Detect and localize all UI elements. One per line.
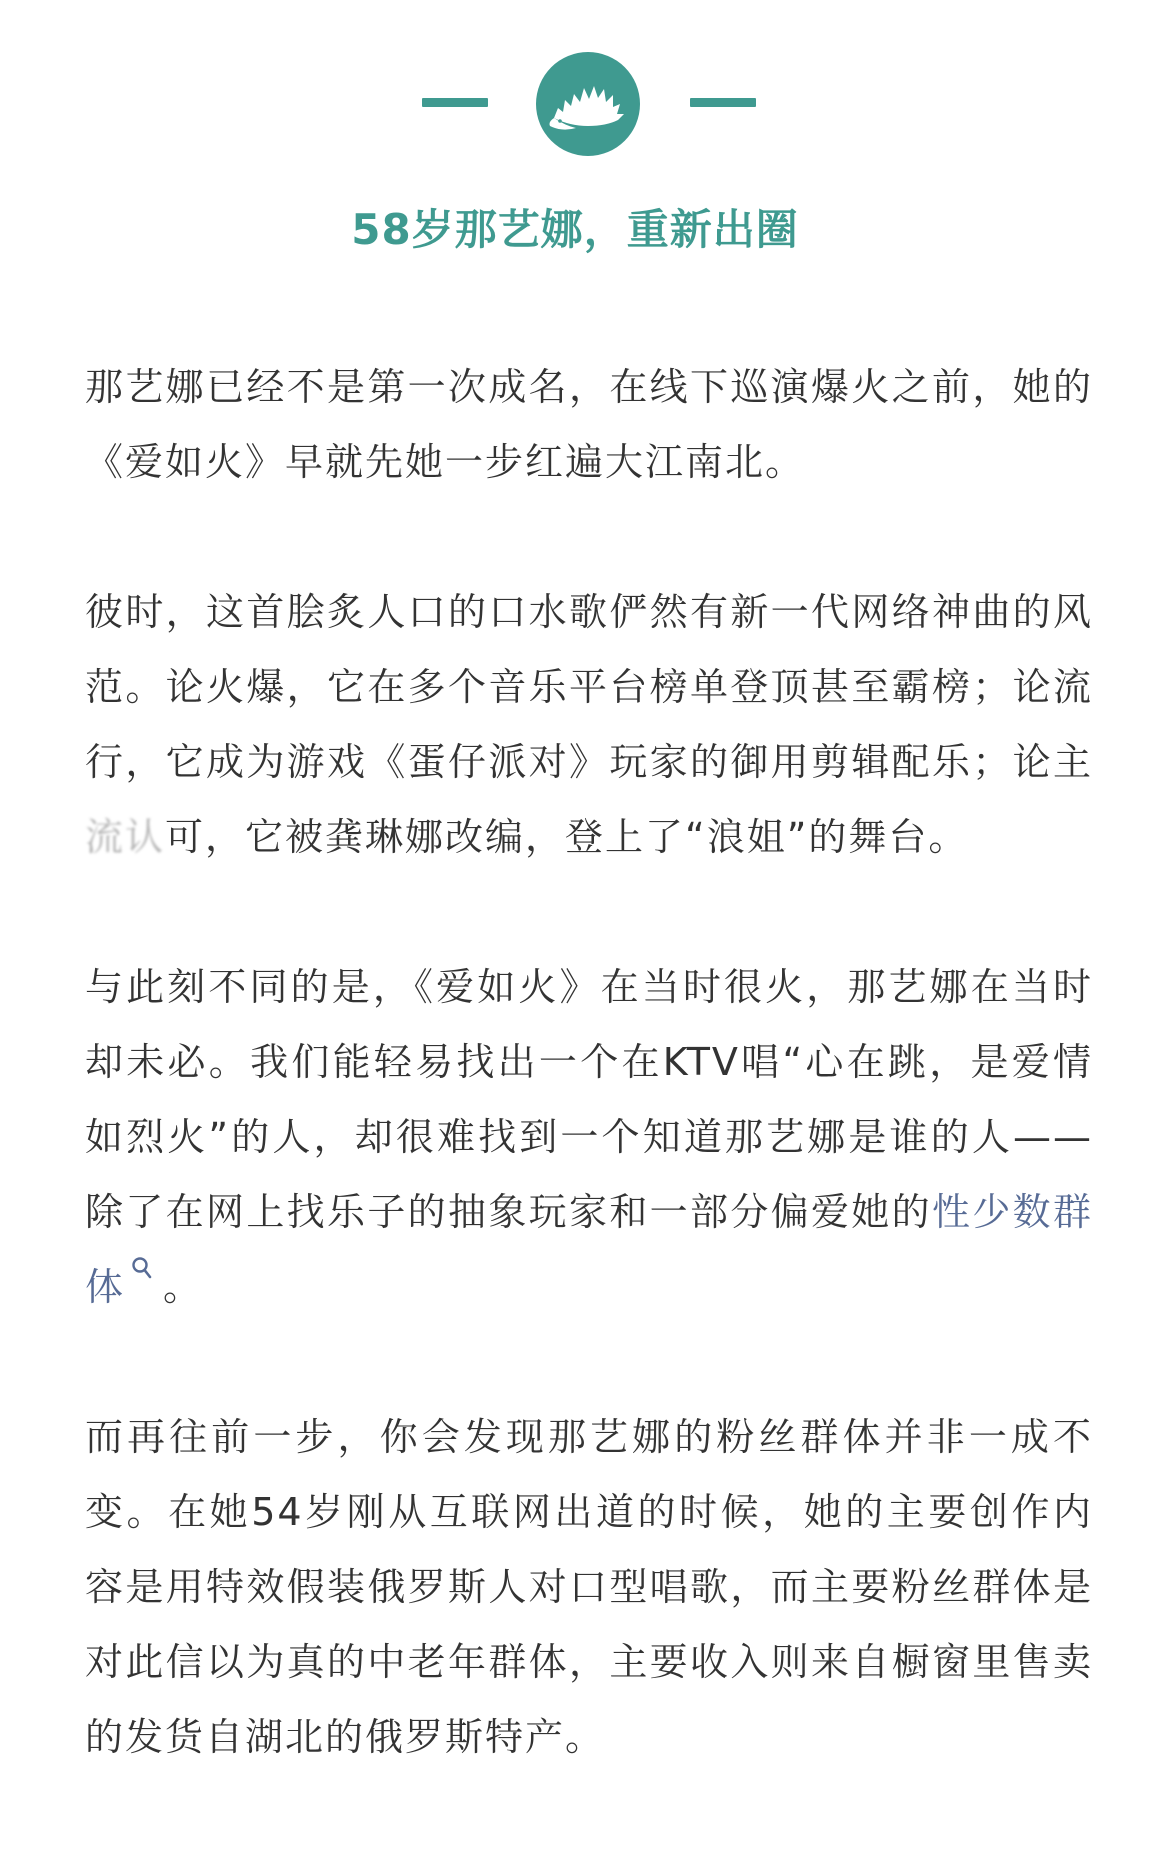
- hedgehog-icon: [536, 52, 640, 156]
- left-divider: [422, 98, 488, 107]
- paragraph-3-text-a: 与此刻不同的是，《爱如火》在当时很火，那艺娜在当时却未必。我们能轻易找出一个在KTV唱“心在跳，是爱情如烈火”的人，却很难找到一个知道那艺娜是谁的人——除了在网上找乐子的抽象玩家和一部分偏爱她的: [85, 965, 1093, 1234]
- section-title: 58岁那艺娜，重新出圈: [351, 205, 799, 254]
- paragraph-2-text-a: 彼时，这首脍炙人口的口水歌俨然有新一代网络神曲的风范。论火爆，它在多个音乐平台榜单登顶甚至霸榜；论流行，它成为游戏《蛋仔派对》玩家的御用剪辑配乐；论主: [85, 590, 1093, 784]
- paragraph-4: 而再往前一步，你会发现那艺娜的粉丝群体并非一成不变。在她54岁刚从互联网出道的时候，她的主要创作内容是用特效假装俄罗斯人对口型唱歌，而主要粉丝群体是对此信以为真的中老年群体，主要收入则来自橱窗里售卖的发货自湖北的俄罗斯特产。: [85, 1415, 1093, 1759]
- blurred-text: 流认: [85, 815, 166, 859]
- paragraph-2-text-b: 可，它被龚琳娜改编，登上了“浪姐”的舞台。: [165, 815, 969, 859]
- article-body: [85, 350, 1093, 1775]
- topic-search-link-label: 性少数群体: [85, 1190, 1093, 1309]
- paragraph-3: [85, 950, 1093, 1325]
- paragraph-2: [85, 575, 1093, 875]
- paragraph-3-text-b: 。: [163, 1265, 204, 1309]
- section-header: [0, 48, 1150, 156]
- right-divider: [690, 98, 756, 107]
- paragraph-1: 那艺娜已经不是第一次成名，在线下巡演爆火之前，她的《爱如火》早就先她一步红遍大江南北。: [85, 365, 1093, 484]
- search-icon: [131, 1232, 153, 1258]
